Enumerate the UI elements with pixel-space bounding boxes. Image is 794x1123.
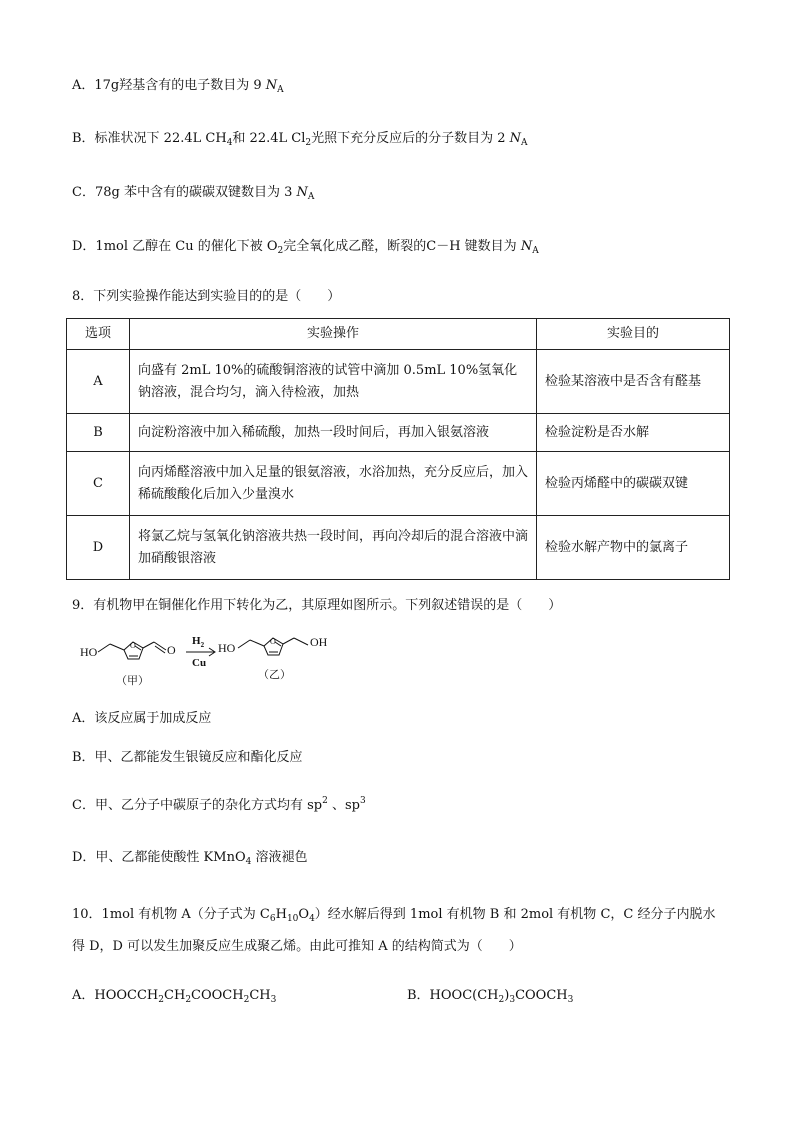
- superscript: 3: [359, 796, 366, 806]
- subscript: 2: [498, 995, 505, 1005]
- ring-o-yi: O: [270, 637, 276, 646]
- avogadro-symbol: N: [296, 185, 308, 200]
- option-text: A．HOOCCH: [72, 988, 159, 1003]
- cell-option: D: [67, 516, 130, 580]
- q7-option-b: [72, 127, 528, 148]
- cell-purpose: 检验丙烯醛中的碳碳双键: [537, 452, 730, 516]
- option-text: C．甲、乙分子中碳原子的杂化方式均有 sp: [72, 798, 323, 813]
- subscript: 2: [305, 138, 312, 148]
- subscript: 4: [245, 857, 252, 867]
- q9-option-a: A．该反应属于加成反应: [72, 711, 212, 726]
- bond: [110, 644, 124, 650]
- subscript: 4: [226, 138, 233, 148]
- option-text: CH: [249, 988, 271, 1003]
- cell-operation: 向盛有 2mL 10%的硫酸铜溶液的试管中滴加 0.5mL 10%氢氧化钠溶液，混合均匀，滴入待检液，加热: [130, 350, 537, 414]
- h2-label: $H_2$: [192, 635, 205, 649]
- subscript: 10: [286, 914, 299, 924]
- label-yi: （乙）: [258, 669, 291, 681]
- cell-purpose: 检验某溶液中是否含有醛基: [537, 350, 730, 414]
- option-text: 、sp: [327, 798, 360, 813]
- subscript: 2: [185, 995, 192, 1005]
- subscript: A: [532, 246, 539, 256]
- option-text: COOCH: [515, 988, 568, 1003]
- aldehyde-o: O: [167, 643, 176, 657]
- cell-purpose: 检验淀粉是否水解: [537, 414, 730, 452]
- bond: [283, 638, 294, 644]
- stem-text: ）经水解后得到 1mol 有机物 B 和 2mol 有机物 C，C 经分子内脱水: [314, 907, 716, 922]
- q10-stem-line1: [72, 903, 715, 924]
- q7-option-d: [72, 235, 539, 256]
- avogadro-symbol: N: [520, 239, 533, 254]
- avogadro-symbol: N: [265, 78, 278, 93]
- subscript: 3: [270, 995, 277, 1005]
- q9-option-d: [72, 846, 307, 867]
- label-jia: （甲）: [116, 675, 149, 687]
- experiment-table: [66, 318, 730, 580]
- table-row: [67, 516, 730, 580]
- option-text: A．17g羟基含有的电子数目为 9: [72, 78, 266, 93]
- q9-option-b: B．甲、乙都能发生银镜反应和酯化反应: [72, 750, 303, 765]
- q9-stem: 9．有机物甲在铜催化作用下转化为乙，其原理如图所示。下列叙述错误的是（ ）: [72, 598, 562, 613]
- subscript: 3: [567, 995, 574, 1005]
- cell-option: C: [67, 452, 130, 516]
- option-text: B．标准状况下 22.4L CH: [72, 131, 227, 146]
- q10-stem-line2: 得 D，D 可以发生加聚反应生成聚乙烯。由此可推知 A 的结构简式为（ ）: [72, 939, 522, 954]
- option-text: D．1mol 乙醇在 Cu 的催化下被 O: [72, 239, 278, 254]
- header-purpose: 实验目的: [537, 319, 730, 350]
- cell-purpose: 检验水解产物中的氯离子: [537, 516, 730, 580]
- subscript: A: [277, 85, 284, 95]
- table-row: [67, 350, 730, 414]
- option-text: 和 22.4L Cl: [232, 131, 306, 146]
- avogadro-symbol: N: [509, 131, 522, 146]
- reaction-scheme: [72, 628, 372, 692]
- superscript: 2: [322, 796, 328, 806]
- subscript: 6: [269, 914, 276, 924]
- q10-option-b: [407, 984, 573, 1005]
- option-text: 光照下充分反应后的分子数目为 2: [311, 131, 510, 146]
- header-operation: 实验操作: [130, 319, 537, 350]
- oh-label-yi: OH: [310, 635, 328, 649]
- ho-label-jia: HO: [80, 645, 98, 659]
- ring-o-jia: O: [130, 641, 136, 650]
- bond: [98, 644, 110, 652]
- subscript: 3: [509, 995, 516, 1005]
- bond: [238, 640, 250, 648]
- cell-operation: 将氯乙烷与氢氧化钠溶液共热一段时间，再向冷却后的混合溶液中滴加硝酸银溶液: [130, 516, 537, 580]
- cell-operation: 向丙烯醛溶液中加入足量的银氨溶液，水浴加热，充分反应后，加入稀硫酸酸化后加入少量溴水: [130, 452, 537, 516]
- stem-text: 10．1mol 有机物 A（分子式为 C: [72, 907, 270, 922]
- option-text: B．HOOC(CH: [407, 988, 499, 1003]
- ho-label-yi: HO: [218, 641, 236, 655]
- option-text: C．78g 苯中含有的碳碳双键数目为 3: [72, 185, 297, 200]
- table-row: [67, 414, 730, 452]
- double-bond: [155, 646, 165, 653]
- option-text: 溶液褪色: [251, 850, 308, 865]
- cu-label: Cu: [192, 657, 207, 669]
- table-row: [67, 452, 730, 516]
- stem-text: O: [298, 907, 310, 922]
- bond: [250, 640, 264, 646]
- q10-option-a: [72, 984, 276, 1005]
- subscript: A: [307, 192, 315, 202]
- subscript: A: [521, 138, 528, 148]
- option-text: ): [504, 988, 510, 1003]
- cell-option: B: [67, 414, 130, 452]
- subscript: 4: [309, 914, 315, 924]
- stem-text: H: [275, 907, 287, 922]
- q7-option-a: [72, 74, 284, 95]
- option-text: D．甲、乙都能使酸性 KMnO: [72, 850, 246, 865]
- option-text: CH: [164, 988, 186, 1003]
- bond: [294, 638, 308, 645]
- cell-operation: 向淀粉溶液中加入稀硫酸，加热一段时间后，再加入银氨溶液: [130, 414, 537, 452]
- q7-option-c: [72, 181, 314, 202]
- q9-option-c: [72, 794, 366, 813]
- option-text: COOCH: [191, 988, 244, 1003]
- subscript: 2: [158, 995, 165, 1005]
- header-option: 选项: [67, 319, 130, 350]
- subscript: 2: [277, 246, 284, 256]
- cell-option: A: [67, 350, 130, 414]
- bond: [143, 642, 154, 648]
- q8-stem: 8．下列实验操作能达到实验目的的是（ ）: [72, 289, 341, 304]
- subscript: 2: [243, 995, 250, 1005]
- option-text: 完全氧化成乙醛，断裂的C－H 键数目为: [283, 239, 521, 254]
- table-header-row: [67, 319, 730, 350]
